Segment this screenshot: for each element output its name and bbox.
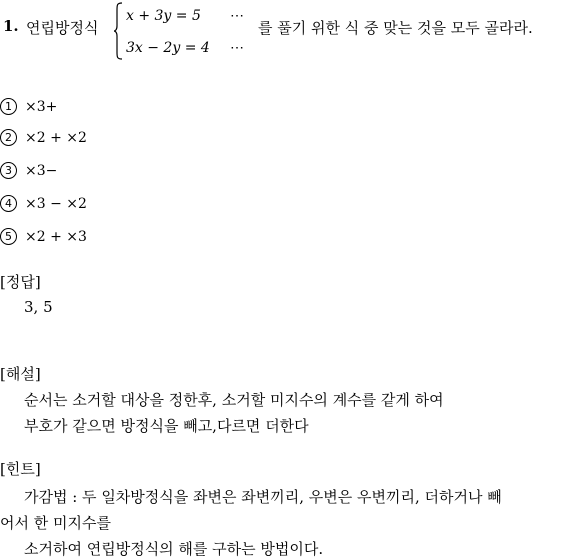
hint-line-3: 소거하여 연립방정식의 해를 구하는 방법이다. xyxy=(24,540,324,558)
option-3[interactable] xyxy=(0,162,57,179)
equation-1: x + 3y = 5 xyxy=(126,8,201,24)
option-marker: 1 xyxy=(0,98,17,115)
option-marker: 4 xyxy=(0,195,17,212)
answer-value: 3, 5 xyxy=(24,298,53,316)
equation-1-dots: ⋯ xyxy=(230,8,244,24)
hint-label: [힌트] xyxy=(0,460,41,478)
option-text: ×3+ xyxy=(25,98,58,115)
option-marker: 5 xyxy=(0,228,17,245)
option-marker: 2 xyxy=(0,129,17,146)
explanation-line-2: 부호가 같으면 방정식을 빼고,다르면 더한다 xyxy=(24,417,309,435)
question-lead: 연립방정식 xyxy=(26,19,99,37)
explanation-label: [해설] xyxy=(0,365,41,383)
system-brace xyxy=(113,2,123,60)
question-tail: 를 풀기 위한 식 중 맞는 것을 모두 골라라. xyxy=(258,19,533,37)
option-5[interactable] xyxy=(0,228,87,245)
option-text: ×2 + ×2 xyxy=(25,129,87,146)
hint-line-2: 어서 한 미지수를 xyxy=(0,514,111,532)
option-text: ×3− xyxy=(25,162,58,179)
answer-label: [정답] xyxy=(0,273,41,291)
option-1[interactable] xyxy=(0,98,57,115)
equation-2-dots: ⋯ xyxy=(230,40,244,56)
equation-2: 3x − 2y = 4 xyxy=(126,40,210,56)
option-text: ×2 + ×3 xyxy=(25,228,87,245)
option-marker: 3 xyxy=(0,162,17,179)
option-4[interactable] xyxy=(0,195,87,212)
hint-line-1: 가감법 : 두 일차방정식을 좌변은 좌변끼리, 우변은 우변끼리, 더하거나 빼 xyxy=(24,488,502,506)
option-text: ×3 − ×2 xyxy=(25,195,87,212)
explanation-line-1: 순서는 소거할 대상을 정한후, 소거할 미지수의 계수를 같게 하여 xyxy=(24,391,444,409)
question-number: 1. xyxy=(3,17,19,35)
option-2[interactable] xyxy=(0,129,87,146)
